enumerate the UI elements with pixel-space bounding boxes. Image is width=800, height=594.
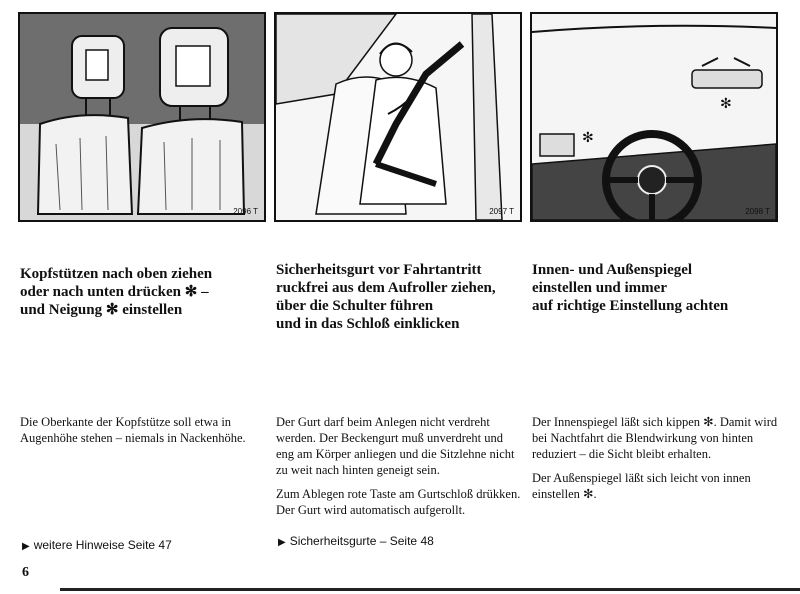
body-paragraph: Der Außenspiegel läßt sich leicht von innen einstellen ✻. [532, 471, 751, 501]
body-paragraph: Zum Ablegen rote Taste am Gurtschloß drükken. Der Gurt wird automatisch aufgerollt. [276, 487, 521, 517]
mirror-body [532, 414, 778, 510]
seatbelt-drawing [276, 14, 520, 220]
figure-number: 2097 T [489, 207, 514, 216]
figure-number: 2096 T [233, 207, 258, 216]
seatbelt-heading: Sicherheitsgurt vor Fahrtantritt ruckfrei aus dem Aufroller ziehen, über die Schulter führen und in das Schloß einklicken [276, 262, 496, 332]
reference-label: weitere Hinweise Seite 47 [33, 538, 172, 552]
headrest-drawing [20, 14, 264, 220]
seatbelt-illustration [274, 12, 522, 222]
svg-text:✻: ✻ [582, 130, 594, 146]
seatbelt-body [276, 414, 522, 526]
body-paragraph: Der Gurt darf beim Anlegen nicht verdreht werden. Der Beckengurt muß unverdreht und eng am Körper anliegen und die Sitzlehne nicht zu weit nach hinten geneigt sein. [276, 415, 515, 477]
body-paragraph: Die Oberkante der Kopfstütze soll etwa in Augenhöhe stehen – niemals in Nackenhöhe. [20, 415, 246, 445]
arrow-right-icon: ▶ [278, 537, 286, 548]
headrest-body [20, 414, 256, 454]
seatbelt-reference-link[interactable] [278, 534, 434, 548]
asterisk-marker: ✻ [720, 96, 732, 112]
headrest-heading: Kopfstützen nach oben ziehen oder nach unten drücken ✻ – und Neigung ✻ einstellen [20, 266, 213, 318]
mirror-heading: Innen- und Außenspiegel einstellen und immer auf richtige Einstellung achten [532, 262, 729, 314]
page-number: 6 [22, 565, 29, 580]
figure-number: 2098 T [745, 207, 770, 216]
headrest-reference-link[interactable] [22, 538, 172, 552]
headrest-illustration [18, 12, 266, 222]
mirror-drawing [532, 14, 776, 220]
mirror-illustration [530, 12, 778, 222]
body-paragraph: Der Innenspiegel läßt sich kippen ✻. Damit wird bei Nachtfahrt die Blendwirkung von hinten reduziert – die Sicht bleibt erhalten. [532, 415, 778, 461]
bottom-rule [60, 588, 800, 591]
reference-label: Sicherheitsgurte – Seite 48 [289, 534, 434, 548]
arrow-right-icon: ▶ [22, 541, 30, 552]
